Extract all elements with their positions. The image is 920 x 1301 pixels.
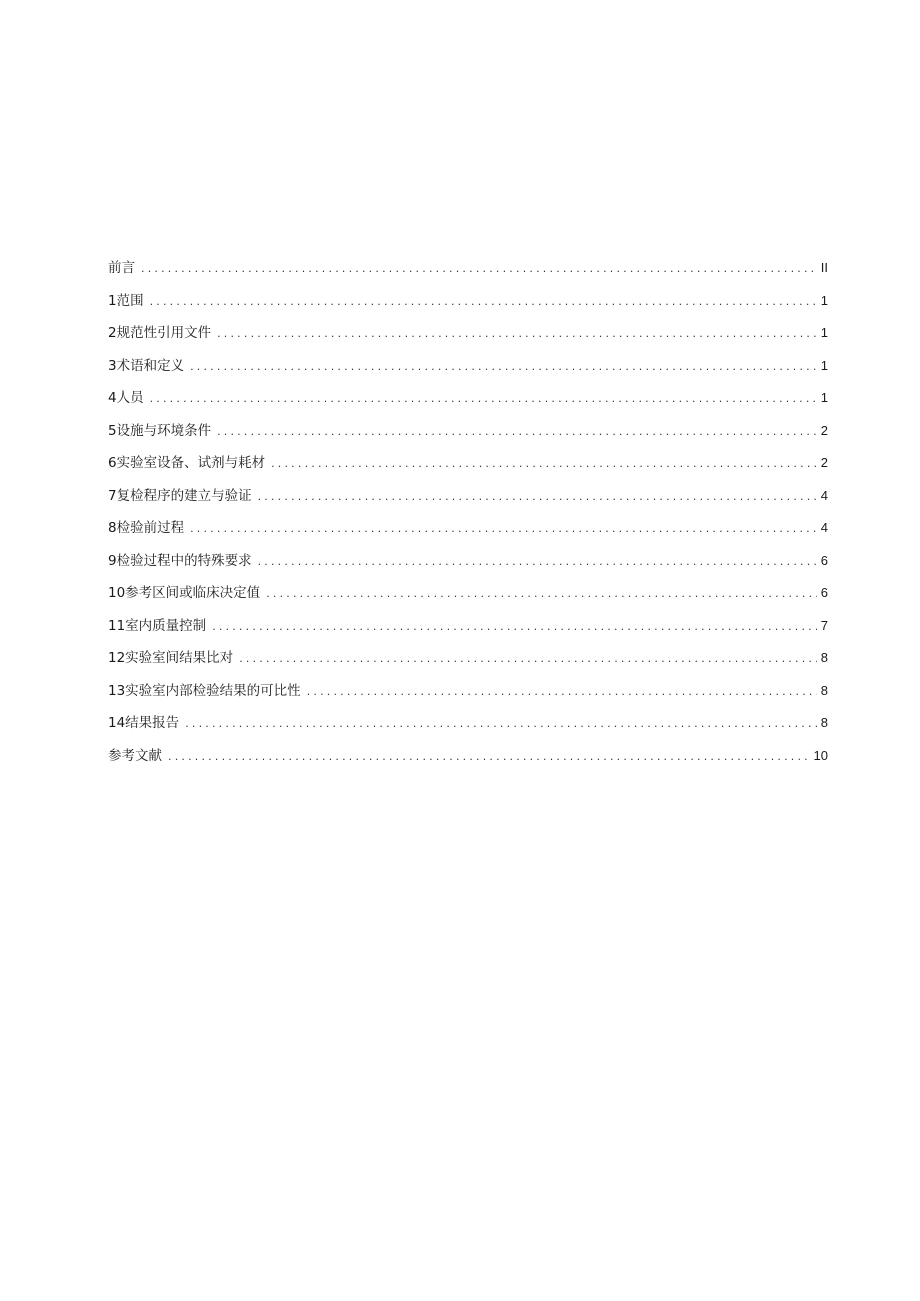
toc-entry-title: 10参考区间或临床决定值 xyxy=(108,585,261,601)
toc-entry-reference-intervals[interactable] xyxy=(108,581,828,614)
toc-entry-title: 4人员 xyxy=(108,390,144,406)
toc-entry-title: 5设施与环境条件 xyxy=(108,422,212,439)
toc-entry-page: 10 xyxy=(813,747,828,763)
toc-dot-leader xyxy=(258,485,817,509)
toc-dot-leader xyxy=(266,582,817,606)
toc-entry-page: 2 xyxy=(820,422,828,438)
toc-dot-leader xyxy=(258,550,817,574)
toc-entry-normative-references[interactable] xyxy=(108,321,828,354)
toc-entry-page: 8 xyxy=(820,715,828,730)
toc-entry-personnel[interactable] xyxy=(108,386,828,419)
toc-dot-leader xyxy=(150,290,817,314)
toc-dot-leader xyxy=(185,712,817,736)
toc-entry-equipment[interactable] xyxy=(108,451,828,484)
toc-entry-title: 2规范性引用文件 xyxy=(108,325,212,341)
toc-entry-title: 14结果报告 xyxy=(108,715,180,731)
toc-entry-page: 4 xyxy=(820,520,828,535)
toc-entry-terms-definitions[interactable] xyxy=(108,354,828,387)
toc-entry-page: 1 xyxy=(820,292,828,308)
toc-entry-special-requirements[interactable] xyxy=(108,549,828,582)
toc-entry-page: 8 xyxy=(820,682,828,698)
toc-entry-title: 11室内质量控制 xyxy=(108,617,207,634)
toc-entry-title: 参考文献 xyxy=(108,747,162,764)
table-of-contents xyxy=(108,256,828,776)
toc-entry-result-report[interactable] xyxy=(108,711,828,744)
toc-entry-title: 6实验室设备、试剂与耗材 xyxy=(108,455,266,471)
toc-entry-page: 8 xyxy=(820,650,828,665)
toc-dot-leader xyxy=(217,420,817,444)
toc-entry-page: 6 xyxy=(820,552,828,568)
toc-entry-bibliography[interactable] xyxy=(108,744,828,777)
toc-dot-leader xyxy=(150,387,817,411)
toc-entry-page: 1 xyxy=(820,390,828,405)
toc-dot-leader xyxy=(271,452,817,476)
toc-dot-leader xyxy=(190,355,817,379)
toc-entry-scope[interactable] xyxy=(108,289,828,322)
toc-entry-foreword[interactable] xyxy=(108,256,828,289)
toc-entry-title: 1范围 xyxy=(108,292,144,309)
toc-entry-internal-quality-control[interactable] xyxy=(108,614,828,647)
toc-entry-result-comparability[interactable] xyxy=(108,679,828,712)
toc-entry-interlaboratory-comparison[interactable] xyxy=(108,646,828,679)
toc-entry-page: II xyxy=(820,260,828,275)
toc-dot-leader xyxy=(141,257,817,281)
toc-entry-page: 4 xyxy=(820,487,828,503)
toc-entry-title: 3术语和定义 xyxy=(108,357,185,374)
toc-entry-title: 13实验室内部检验结果的可比性 xyxy=(108,682,301,699)
toc-entry-title: 9检验过程中的特殊要求 xyxy=(108,552,252,569)
toc-dot-leader xyxy=(217,322,817,346)
toc-entry-title: 12实验室间结果比对 xyxy=(108,650,234,666)
toc-entry-title: 7复检程序的建立与验证 xyxy=(108,487,252,504)
toc-entry-title: 8检验前过程 xyxy=(108,520,185,536)
toc-entry-pre-examination[interactable] xyxy=(108,516,828,549)
toc-dot-leader xyxy=(307,680,817,704)
toc-entry-facilities[interactable] xyxy=(108,419,828,452)
toc-dot-leader xyxy=(168,745,810,769)
toc-entry-title: 前言 xyxy=(108,260,135,276)
toc-dot-leader xyxy=(190,517,817,541)
toc-entry-page: 6 xyxy=(820,585,828,600)
toc-entry-recheck-procedure[interactable] xyxy=(108,484,828,517)
toc-entry-page: 7 xyxy=(820,617,828,633)
toc-entry-page: 1 xyxy=(820,357,828,373)
toc-entry-page: 1 xyxy=(820,325,828,340)
toc-entry-page: 2 xyxy=(820,455,828,470)
toc-dot-leader xyxy=(212,615,817,639)
toc-dot-leader xyxy=(239,647,817,671)
